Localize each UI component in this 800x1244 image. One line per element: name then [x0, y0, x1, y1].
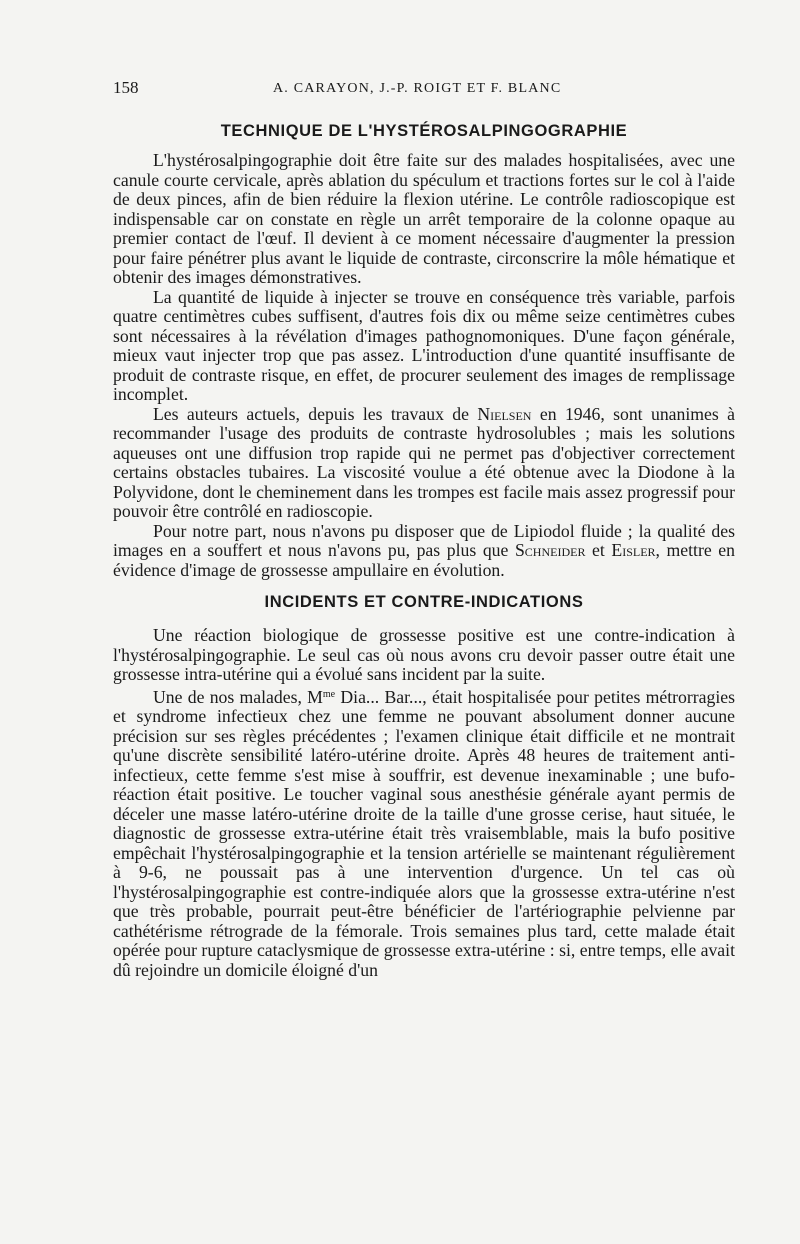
author-name: Nielsen — [477, 403, 532, 424]
authors-header: A. CARAYON, J.-P. ROIGT ET F. BLANC — [273, 81, 562, 96]
text-run: et — [585, 540, 612, 560]
section-title-incidents: INCIDENTS ET CONTRE-INDICATIONS — [264, 593, 584, 611]
page-number: 158 — [113, 78, 139, 97]
text-run: Les auteurs actuels, depuis les travaux de — [153, 403, 478, 424]
text-run: Pour notre part, nous n'avons pu disposer que de Lipiodol fluide ; la qualité des images en a souffert et nous n'avons pu, pas plus que — [113, 520, 735, 560]
text-run: Dia... Bar..., était hospitalisée pour petites métrorragies et syndrome infectieux chez une femme ne pouvant absolument donner aucune précision sur ses règles précédentes ; l'examen clinique était difficile et ne montrait qu'une discrète sensibilité latéro-utérine droite. Après 48 heures de traitement anti-infectieux, cette femme s'est mise à souffrir, est devenue inexaminable ; une bufo-réaction était positive. Le toucher vaginal sous anesthésie générale ayant permis de déceler une masse latéro-utérine droite de la taille d'une grosse cerise, haut située, le diagnostic de grossesse extra-utérine était très vraisemblable, mais la bufo positive empêchait l'hystérosalpingographie et la tension artérielle se maintenant régulièrement à 9-6, ne poussait pas à une intervention d'urgence. Un tel cas où l'hystérosalpingographie est contre-indiquée alors que la grossesse extra-utérine n'est que très probable, pourrait peut-être bénéficier de l'artériographie pelvienne par cathétérisme rétrograde de la fémorale. Trois semaines plus tard, cette malade était opérée pour rupture cataclysmique de grossesse extra-utérine : si, entre temps, elle avait dû rejoindre un domicile éloigné d'un — [113, 686, 735, 980]
text-run: Une de nos malades, M — [153, 686, 323, 707]
paragraph — [113, 685, 735, 981]
running-head — [113, 78, 735, 102]
paragraph: Une réaction biologique de grossesse positive est une contre-indication à l'hystérosalpingographie. Le seul cas où nous avons cru devoir passer outre était une grossesse intra-utérine qui a évolué sans incident par la suite. — [113, 625, 735, 684]
superscript: me — [322, 688, 336, 700]
author-name: Eisler — [611, 540, 656, 560]
paragraph: La quantité de liquide à injecter se trouve en conséquence très variable, parfois quatre centimètres cubes suffisent, d'autres fois dix ou même seize centimètres cubes sont nécessaires à la révélation d'images pathognomoniques. D'une façon générale, mieux vaut injecter trop que pas assez. L'introduction d'une quantité insuffisante de produit de contraste risque, en effet, de procurer seulement des images de remplissage incomplet. — [113, 286, 735, 404]
text-run: , mettre en évidence d'image de grossesse ampullaire en évolution. — [113, 540, 735, 580]
author-name: Schneider — [514, 540, 586, 560]
section-title-technique: TECHNIQUE DE L'HYSTÉROSALPINGOGRAPHIE — [220, 122, 628, 140]
paragraph — [113, 522, 735, 581]
text-run: en 1946, sont unanimes à recommander l'usage des produits de contraste hydrosolubles ; mais les solutions aqueuses ont une diffusion trop rapide qui ne permet pas d'objectiver correctement certains obstacles tubaires. La viscosité voulue a été obtenue avec la Diodone à la Polyvidone, dont le cheminement dans les trompes est facile mais assez progressif pour pouvoir être contrôlé en radioscopie. — [113, 403, 735, 521]
paragraph — [113, 405, 735, 522]
page — [113, 78, 735, 980]
paragraph: L'hystérosalpingographie doit être faite sur des malades hospitalisées, avec une canule courte cervicale, après ablation du spéculum et tractions fortes sur le col à l'aide de deux pinces, afin de bien réduire la flexion utérine. Le contrôle radioscopique est indispensable car on constate en règle un arrêt temporaire de la colonne opaque au premier contact de l'œuf. Il devient à ce moment nécessaire d'augmenter la pression pour faire pénétrer plus avant le liquide de contraste, circonscrire la môle hématique et obtenir des images démonstratives. — [113, 150, 735, 287]
